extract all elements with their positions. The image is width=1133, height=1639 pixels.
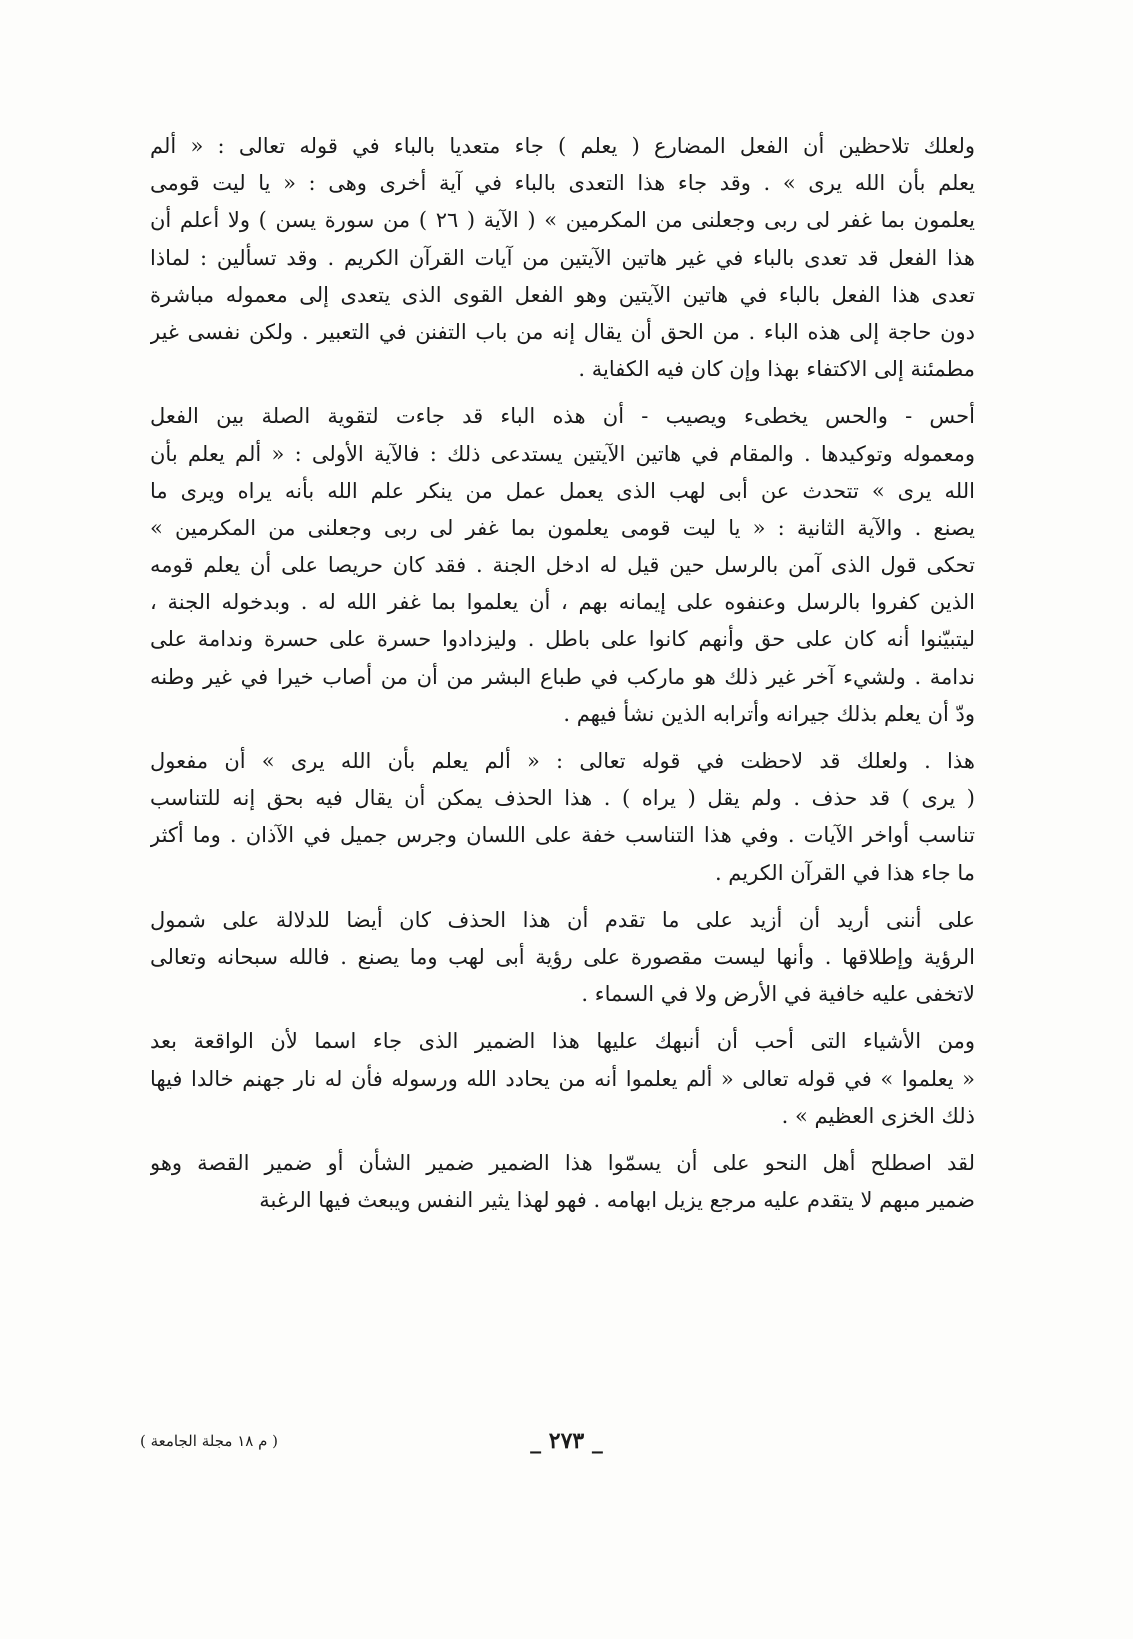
- paragraph: [150, 128, 975, 388]
- paragraph: [150, 398, 975, 733]
- body-text: [150, 128, 975, 1229]
- text-line: ما جاء هذا في القرآن الكريم .: [714, 860, 975, 885]
- text-line: ومن الأشياء التى أحب أن أنبهك عليها هذا الضمير الذى جاء اسما لأن الواقعة بعد: [150, 1029, 975, 1054]
- text-line: تحكى قول الذى آمن بالرسل حين قيل له ادخل الجنة . فقد كان حريصا على أن يعلم قومه: [150, 553, 975, 578]
- text-line: يصنع . والآية الثانية : « يا ليت قومى يعلمون بما غفر لى ربى وجعلنى من المكرمين »: [150, 515, 975, 540]
- text-line: ودّ أن يعلم بذلك جيرانه وأترابه الذين نشأ فيهم .: [563, 701, 975, 726]
- text-line: ( يرى ) قد حذف . ولم يقل ( يراه ) . هذا الحذف يمكن أن يقال فيه بحق إنه للتناسب: [150, 786, 975, 811]
- text-line: تناسب أواخر الآيات . وفي هذا التناسب خفة على اللسان وجرس جميل في الآذان . وما أكثر: [150, 823, 975, 848]
- text-line: ضمير مبهم لا يتقدم عليه مرجع يزيل ابهامه . فهو لهذا يثير النفس ويبعث فيها الرغبة: [259, 1188, 975, 1213]
- page-number: _ ٢٧٣ _: [530, 1428, 603, 1454]
- footer-note: ( م ١٨ مجلة الجامعة ): [140, 1432, 278, 1450]
- text-line: أحس - والحس يخطىء ويصيب - أن هذه الباء قد جاءت لتقوية الصلة بين الفعل: [150, 404, 975, 429]
- text-line: هذا . ولعلك قد لاحظت في قوله تعالى : « ألم يعلم بأن الله يرى » أن مفعول: [150, 749, 975, 773]
- text-line: هذا الفعل قد تعدى بالباء في غير هاتين الآيتين من آيات القرآن الكريم . وقد تسألين : لماذا: [150, 245, 975, 270]
- text-line: لاتخفى عليه خافية في الأرض ولا في السماء .: [581, 982, 975, 1007]
- text-line: الله يرى » تتحدث عن أبى لهب الذى يعمل عمل من ينكر علم الله بأنه يراه ويرى ما: [150, 478, 975, 503]
- text-line: ندامة . ولشيء آخر غير ذلك هو ماركب في طباع البشر من أن من أصاب خيرا في غير وطنه: [150, 664, 975, 689]
- text-line: مطمئنة إلى الاكتفاء بهذا وإن كان فيه الكفاية .: [578, 357, 975, 382]
- text-line: ليتبيّنوا أنه كان على حق وأنهم كانوا على باطل . وليزدادوا حسرة على حسرة وندامة على: [150, 627, 975, 652]
- text-line: الرؤية وإطلاقها . وأنها ليست مقصورة على رؤية أبى لهب وما يصنع . فالله سبحانه وتعالى: [150, 944, 975, 969]
- page-footer: [120, 1428, 1013, 1468]
- text-line: دون حاجة إلى هذه الباء . من الحق أن يقال إنه من باب التفنن في التعبير . ولكن نفسى غير: [150, 319, 975, 344]
- paragraph: [150, 902, 975, 1014]
- text-line: ومعموله وتوكيدها . والمقام في هاتين الآيتين يستدعى ذلك : فالآية الأولى : « ألم يعلم بأن: [150, 441, 975, 466]
- text-line: « يعلموا » في قوله تعالى « ألم يعلموا أنه من يحادد الله ورسوله فأن له نار جهنم خالدا فيها: [150, 1066, 975, 1091]
- paragraph: [150, 1145, 975, 1219]
- paragraph: [150, 1023, 975, 1135]
- text-line: على أننى أريد أن أزيد على ما تقدم أن هذا الحذف كان أيضا للدلالة على شمول: [150, 907, 975, 932]
- text-line: تعدى هذا الفعل بالباء في هاتين الآيتين وهو الفعل القوى الذى يتعدى إلى معموله مباشرة: [150, 282, 975, 307]
- text-line: يعلمون بما غفر لى ربى وجعلنى من المكرمين » ( الآية ( ٢٦ ) من سورة يسن ) ولا أعلم أن: [150, 208, 975, 233]
- text-line: ولعلك تلاحظين أن الفعل المضارع ( يعلم ) جاء متعديا بالباء في قوله تعالى : « ألم: [150, 134, 975, 158]
- text-line: ذلك الخزى العظيم » .: [781, 1103, 975, 1128]
- text-line: يعلم بأن الله يرى » . وقد جاء هذا التعدى بالباء في آية أخرى وهى : « يا ليت قومى: [150, 171, 975, 196]
- text-line: الذين كفروا بالرسل وعنفوه على إيمانه بهم ، أن يعلموا بما غفر الله له . وبدخوله الجنة ،: [150, 590, 975, 615]
- paragraph: [150, 743, 975, 892]
- text-line: لقد اصطلح أهل النحو على أن يسمّوا هذا الضمير ضمير الشأن أو ضمير القصة وهو: [150, 1150, 975, 1175]
